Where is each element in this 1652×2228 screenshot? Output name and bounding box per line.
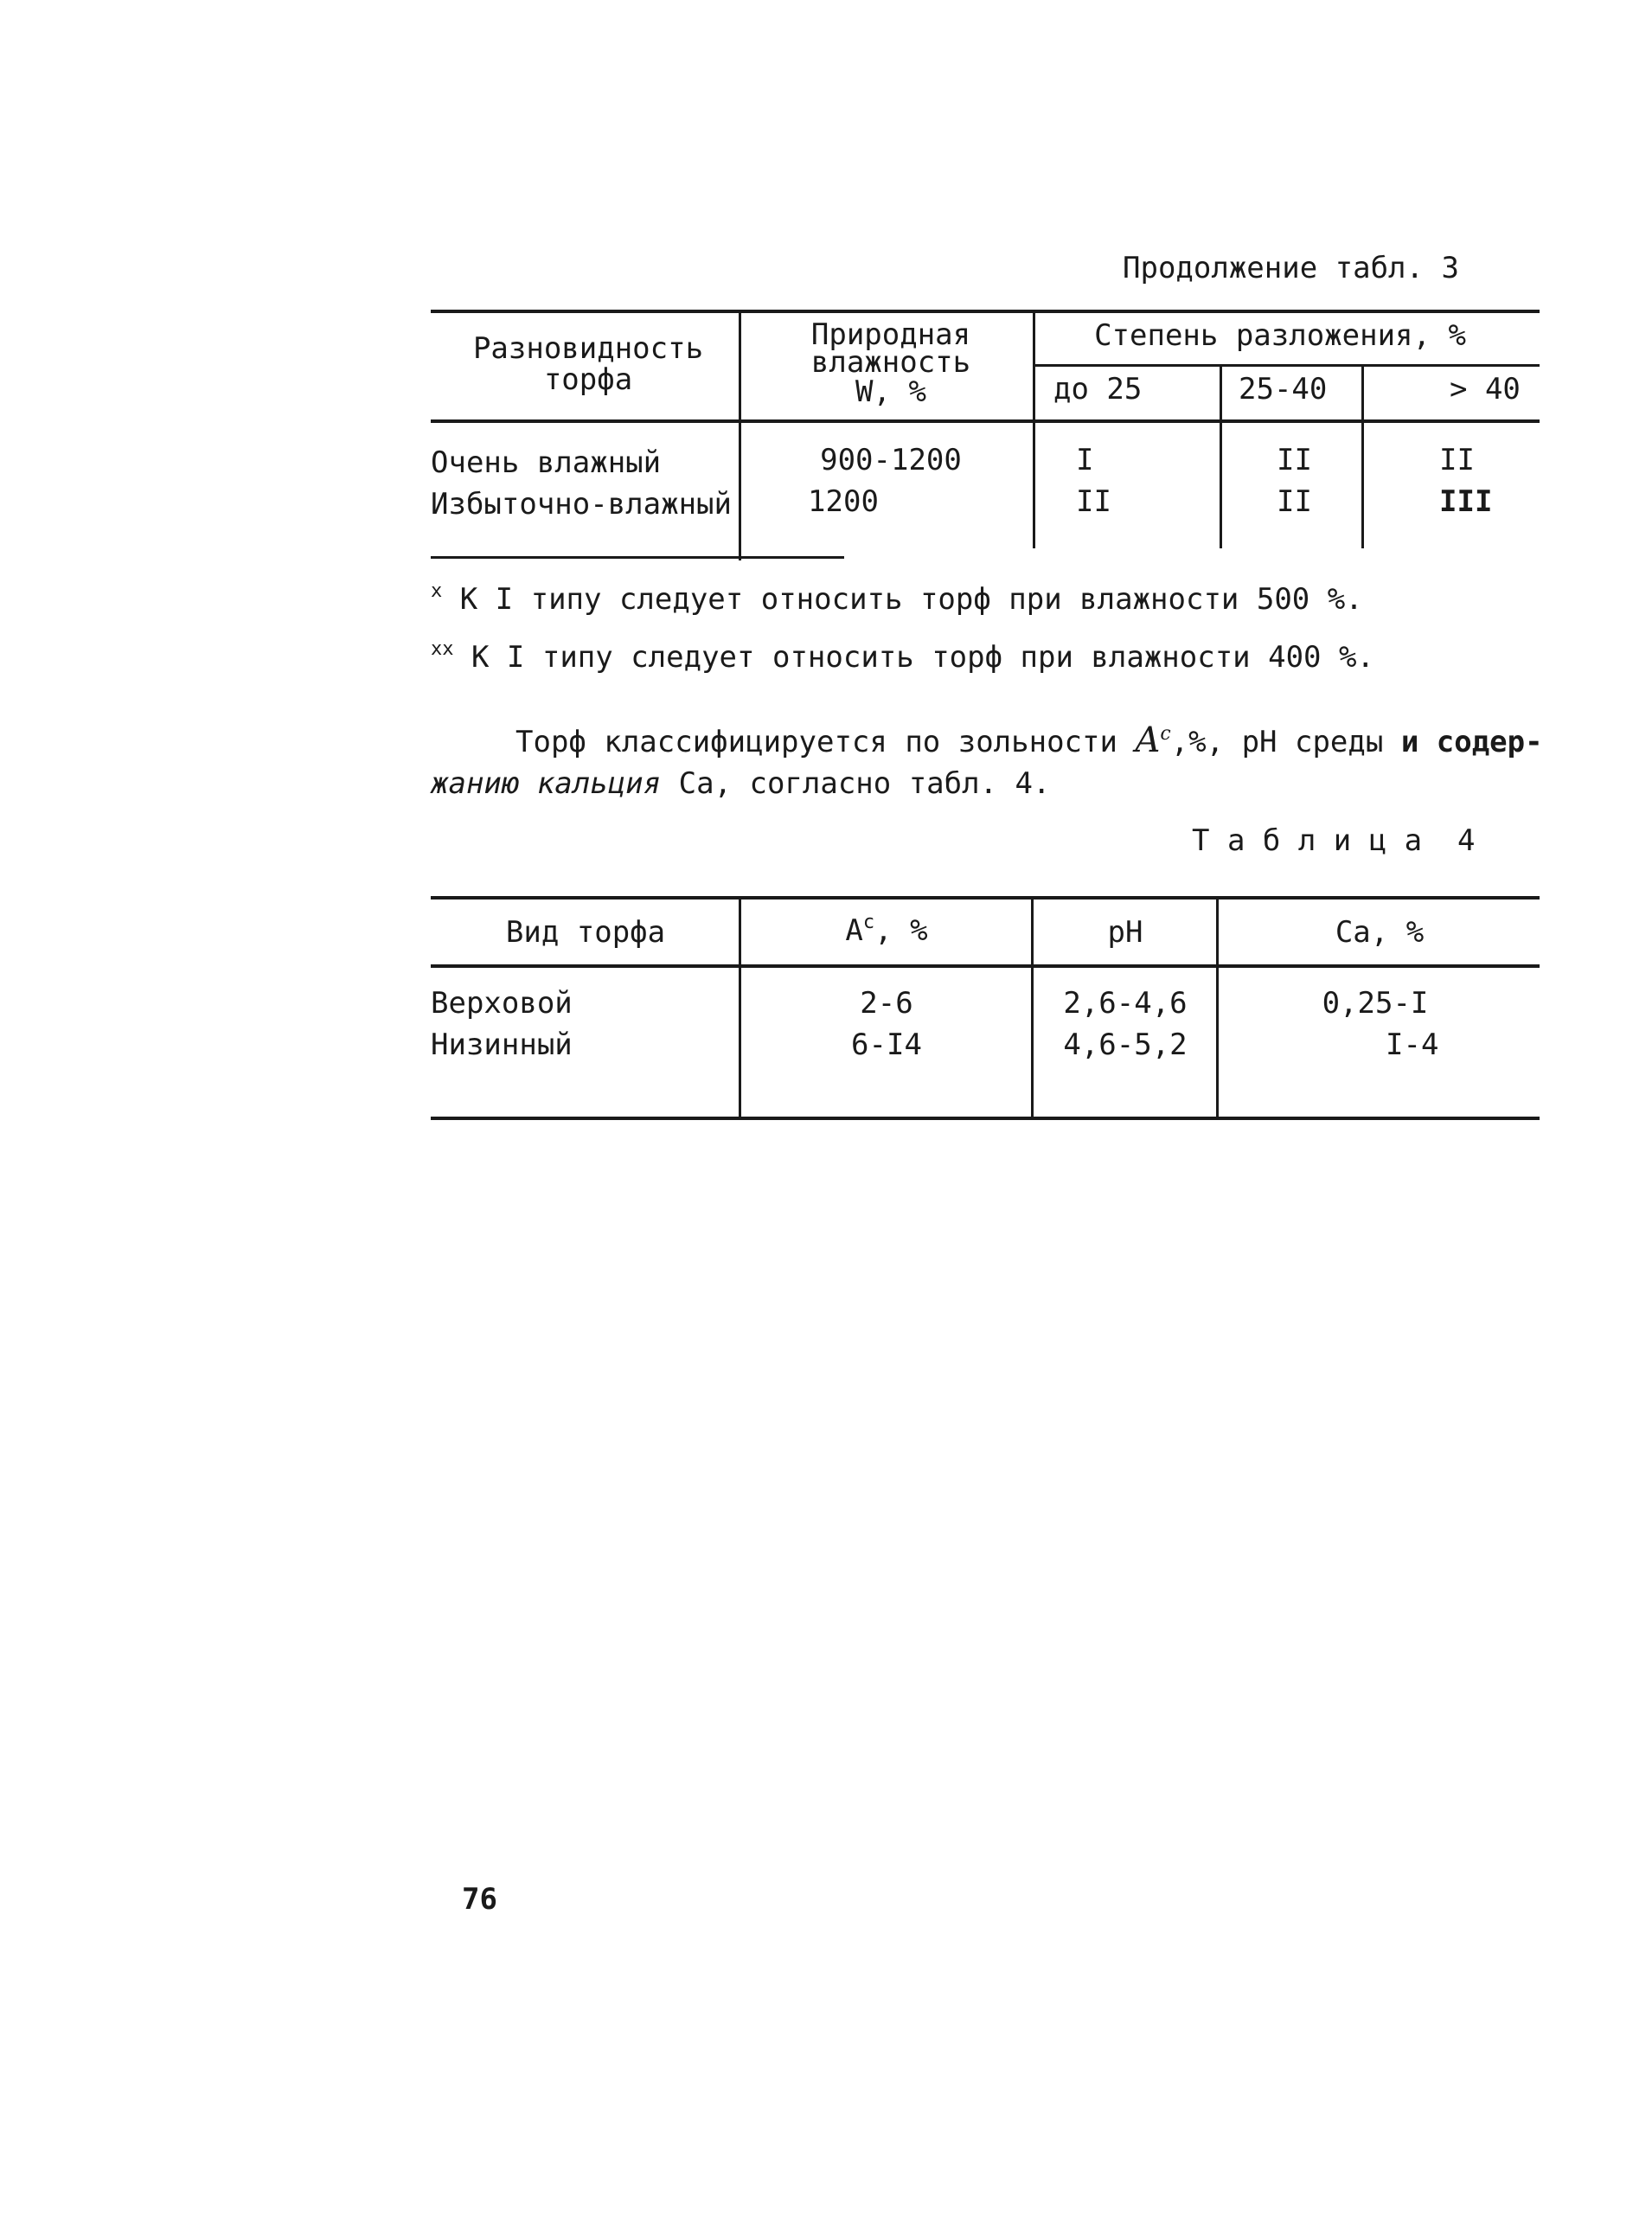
- table4-divider-2: [1031, 898, 1034, 1118]
- table4-row2-type: Низинный: [431, 1028, 573, 1062]
- table3-top-rule: [431, 310, 1540, 313]
- table4-divider-3: [1216, 898, 1219, 1118]
- table3-row2-type: Избыточно-влажный: [431, 487, 732, 522]
- table4-header-ca: Ca, %: [1335, 915, 1425, 950]
- table3-header-moisture-3: W, %: [855, 375, 926, 409]
- paragraph-italic: жанию кальция: [431, 766, 662, 801]
- table3-divider-1: [739, 311, 741, 560]
- table4-row1-type: Верховой: [431, 986, 573, 1021]
- paragraph-line-2: [431, 766, 1050, 801]
- footnote-2-mark: xx: [431, 638, 454, 660]
- table3-row1-d3: II: [1439, 443, 1475, 477]
- table3-row2-d2: II: [1277, 484, 1312, 519]
- table3-divider-2: [1033, 311, 1035, 548]
- table4-header-type: Вид торфа: [505, 915, 666, 950]
- table4-row1-ca: 0,25-I: [1322, 986, 1429, 1021]
- table3-row1-d1: I: [1076, 443, 1094, 477]
- table3-row2-d3: III: [1439, 484, 1493, 519]
- paragraph-rest: Ca, согласно табл. 4.: [678, 766, 1051, 801]
- table4-top-rule: [431, 896, 1540, 900]
- table3-row2-d1: II: [1076, 484, 1111, 519]
- paragraph-line-1: [515, 720, 1543, 760]
- table3-header-bottom-rule: [431, 419, 1540, 423]
- table3-sub-header-2: 25-40: [1239, 372, 1328, 407]
- table3-divider-4: [1361, 366, 1364, 548]
- table3-header-moisture-2: влажность: [810, 345, 971, 380]
- table4-row2-ash: 6-I4: [851, 1028, 922, 1062]
- page-number: 76: [462, 1882, 497, 1917]
- table3-bottom-rule: [431, 556, 844, 559]
- table4-divider-1: [739, 898, 741, 1118]
- footnote-1-text: К I типу следует относить торф при влажности 500 %.: [459, 582, 1363, 617]
- paragraph-part-2: ,%, pH среды: [1170, 725, 1384, 759]
- table3-sub-header-1: до 25: [1053, 372, 1143, 407]
- table3-subheader-rule: [1034, 364, 1540, 367]
- footnote-1-mark: x: [431, 580, 443, 602]
- ash-symbol: $A^c$: [1135, 720, 1171, 760]
- footnote-2: [431, 640, 1374, 675]
- table4-row2-ca: I-4: [1386, 1028, 1439, 1062]
- table4-header-ash: $A^c$, %: [845, 912, 928, 948]
- table4-caption: Т а б л и ц а 4: [1192, 823, 1476, 858]
- footnote-2-text: К I типу следует относить торф при влажности 400 %.: [471, 640, 1374, 675]
- table3-row1-type: Очень влажный: [431, 445, 662, 480]
- footnote-1: [431, 582, 1363, 617]
- table3-divider-3: [1220, 366, 1222, 548]
- table3-row1-moisture: 900-1200: [820, 443, 962, 477]
- table3-sub-header-3: > 40: [1450, 372, 1521, 407]
- table4-row1-ph: 2,6-4,6: [1063, 986, 1188, 1021]
- table4-header-bottom-rule: [431, 964, 1540, 968]
- table3-header-type: Разновидность торфа: [472, 331, 704, 397]
- table4-row1-ash: 2-6: [860, 986, 913, 1021]
- paragraph-part-1: Торф классифицируется по зольности: [515, 725, 1117, 759]
- table4-bottom-rule: [431, 1117, 1540, 1120]
- table4-header-ph: pH: [1107, 915, 1143, 950]
- paragraph-part-3: и содер-: [1400, 725, 1543, 759]
- table3-header-decomposition: Степень разложения, %: [1094, 318, 1466, 353]
- table3-row1-d2: II: [1277, 443, 1312, 477]
- table3-continuation-caption: Продолжение табл. 3: [1123, 251, 1459, 285]
- table4-row2-ph: 4,6-5,2: [1063, 1028, 1188, 1062]
- table3-header-moisture-1: Природная: [810, 317, 971, 352]
- table3-row2-moisture: 1200: [808, 484, 879, 519]
